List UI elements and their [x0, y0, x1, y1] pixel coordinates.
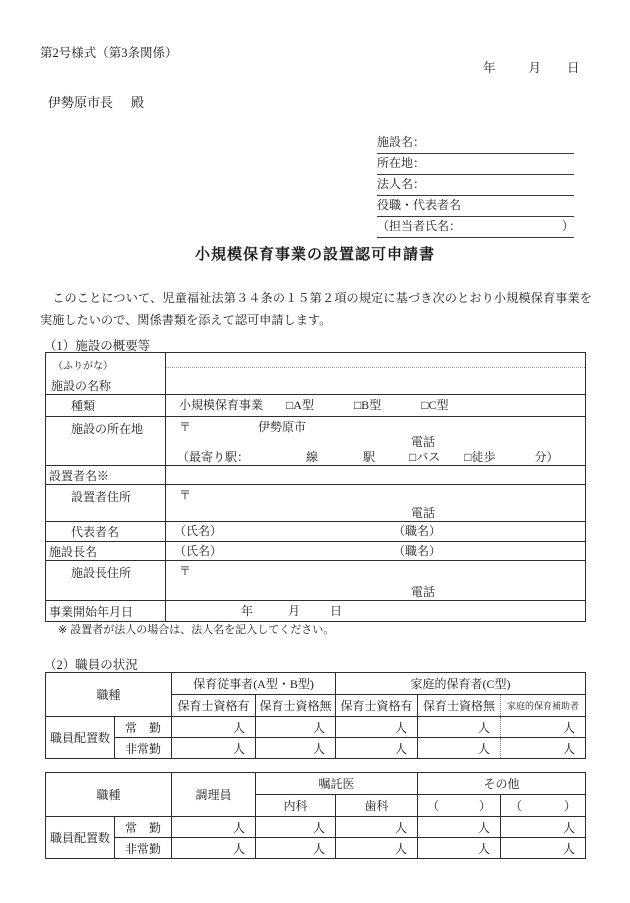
job-type-header: 職種 [46, 773, 172, 817]
staff-count-cell: 人 [256, 738, 336, 759]
type-c-checkbox: □C型 [421, 398, 449, 412]
founder-postal-mark: 〒 [179, 488, 192, 502]
representative-label-cell: 代表者名 [46, 522, 166, 542]
bus-checkbox: □バス [409, 450, 441, 464]
facility-name-entry-cell [166, 353, 586, 395]
location-entry-cell [166, 417, 586, 466]
station-open: （最寄り駅： [177, 450, 250, 464]
staff-count-cell: 人 [172, 738, 256, 759]
other-blank-header [418, 795, 501, 817]
minutes-label: 分） [534, 450, 559, 464]
staff-count-cell: 人 [501, 817, 586, 838]
type-b-checkbox: □B型 [353, 398, 382, 412]
location-tel-label: 電話 [411, 435, 436, 449]
director-address-entry-cell [166, 561, 586, 601]
founder-address-label-cell: 設置者住所 [46, 485, 166, 522]
type-value: 小規模保育事業 [179, 398, 264, 412]
other-header: その他 [418, 773, 586, 795]
corporation-label: 法人名： [377, 177, 426, 191]
staff-count-cell: 人 [256, 717, 336, 738]
placement-count-label: 職員配置数 [46, 717, 115, 759]
staff-status-table [45, 672, 586, 759]
type-a-checkbox: □A型 [286, 398, 314, 412]
date-line [483, 58, 580, 76]
director-entry-cell [166, 542, 586, 561]
start-date-entry-cell [166, 601, 586, 622]
representative-label: 役職・代表者名 [377, 198, 462, 212]
founder-note: ※ 設置者が法人の場合は、法人名を記入してください。 [58, 624, 335, 636]
job-type-header: 職種 [46, 673, 172, 717]
form-number: 第2号様式（第3条関係） [40, 46, 178, 60]
furigana-label: （ふりがな） [53, 361, 113, 372]
ab-unqualified-header: 保育士資格無 [256, 695, 336, 717]
facility-name-label: 施設名： [377, 135, 426, 149]
staff-count-cell: 人 [172, 817, 256, 838]
dentistry-header: 歯科 [336, 795, 418, 817]
addressee-honorific: 殿 [131, 95, 145, 110]
cook-header: 調理員 [172, 773, 256, 817]
start-day-label: 日 [330, 603, 343, 618]
director-postal-mark: 〒 [179, 564, 192, 578]
start-date-label-cell: 事業開始年月日 [46, 601, 166, 622]
date-day-label: 日 [567, 61, 580, 75]
other-blank-header [501, 795, 586, 817]
field-contact-person [377, 217, 574, 238]
staff-count-cell: 人 [501, 838, 586, 859]
founder-label-cell: 設置者名※ [46, 466, 166, 485]
location-label-cell: 施設の所在地 [46, 417, 166, 466]
date-month-label: 月 [528, 61, 542, 75]
dir-title-paren: （職名） [399, 543, 442, 558]
address-label: 所在地： [377, 156, 426, 170]
applicant-block [377, 133, 574, 238]
placement-count-label: 職員配置数 [46, 817, 115, 859]
home-childcare-c-header: 家庭的保育者(C型) [336, 673, 586, 695]
rail-line-label: 線 [306, 450, 319, 464]
section1-heading: （1）施設の概要等 [44, 339, 151, 353]
contact-open-label: （担当者氏名： [377, 219, 462, 233]
staff-count-cell: 人 [256, 838, 336, 859]
ab-qualified-header: 保育士資格有 [172, 695, 256, 717]
staff-count-cell: 人 [336, 817, 418, 838]
paren-close: ） [564, 799, 577, 813]
date-year-label: 年 [483, 61, 496, 75]
addressee-line [48, 92, 144, 111]
staff-count-cell: 人 [256, 817, 336, 838]
body-paragraph: このことについて、児童福祉法第３４条の１５第２項の規定に基づき次のとおり小規模保育事業を実施したいので、関係書類を添えて認可申請します。 [40, 291, 592, 327]
start-month-label: 月 [288, 603, 301, 618]
start-year-label: 年 [241, 603, 254, 618]
representative-entry-cell [166, 522, 586, 542]
field-facility-name [377, 133, 574, 154]
postal-mark: 〒 [179, 420, 192, 434]
walk-checkbox: □徒歩 [464, 450, 496, 464]
field-corporation [377, 175, 574, 196]
city-name: 伊勢原市 [258, 420, 307, 434]
rep-name-paren: （氏名） [174, 524, 223, 538]
home-assistant-header: 家庭的保育補助者 [501, 695, 586, 717]
section2-heading: （2）職員の状況 [44, 658, 138, 672]
field-representative [377, 196, 574, 217]
c-unqualified-header: 保育士資格無 [418, 695, 501, 717]
fulltime-label: 常 勤 [115, 717, 172, 738]
staff-count-cell: 人 [418, 738, 501, 759]
furigana-entry-area [166, 353, 585, 368]
director-address-label-cell: 施設長住所 [46, 561, 166, 601]
childcare-worker-ab-header: 保育従事者(A型・B型) [172, 673, 336, 695]
internal-medicine-header: 内科 [256, 795, 336, 817]
contact-close-label: ） [561, 219, 574, 233]
staff-count-cell: 人 [172, 717, 256, 738]
staff-count-cell: 人 [172, 838, 256, 859]
staff-count-cell: 人 [418, 817, 501, 838]
staff-count-cell: 人 [501, 738, 586, 759]
field-address [377, 154, 574, 175]
parttime-label: 非常勤 [115, 838, 172, 859]
staff-count-cell: 人 [418, 838, 501, 859]
paren-open: （ [427, 799, 440, 813]
staff-count-cell: 人 [336, 838, 418, 859]
founder-address-entry-cell [166, 485, 586, 522]
director-label-cell: 施設長名 [46, 542, 166, 561]
founder-entry-cell [166, 466, 586, 485]
type-label-cell: 種類 [46, 395, 166, 417]
other-staff-table [45, 772, 586, 859]
addressee-name: 伊勢原市長 [48, 95, 114, 110]
staff-count-cell: 人 [336, 717, 418, 738]
rep-title-paren: （職名） [399, 524, 442, 538]
document-title: 小規模保育事業の設置認可申請書 [194, 246, 435, 263]
fulltime-label: 常 勤 [115, 817, 172, 838]
staff-count-cell: 人 [336, 738, 418, 759]
parttime-label: 非常勤 [115, 738, 172, 759]
facility-name-label: 施設の名称 [51, 379, 112, 393]
facility-overview-table [45, 352, 586, 622]
type-value-cell [166, 395, 586, 417]
staff-count-cell: 人 [501, 717, 586, 738]
paren-open: （ [510, 799, 523, 813]
director-tel-label: 電話 [411, 585, 436, 599]
dir-name-paren: （氏名） [174, 543, 223, 558]
station-label: 駅 [363, 450, 376, 464]
c-qualified-header: 保育士資格有 [336, 695, 418, 717]
founder-tel-label: 電話 [411, 506, 436, 520]
commissioned-doctor-header: 嘱託医 [256, 773, 418, 795]
staff-count-cell: 人 [418, 717, 501, 738]
nearest-station-line [166, 450, 585, 465]
facility-name-label-cell [46, 353, 166, 395]
paren-close: ） [479, 799, 492, 813]
